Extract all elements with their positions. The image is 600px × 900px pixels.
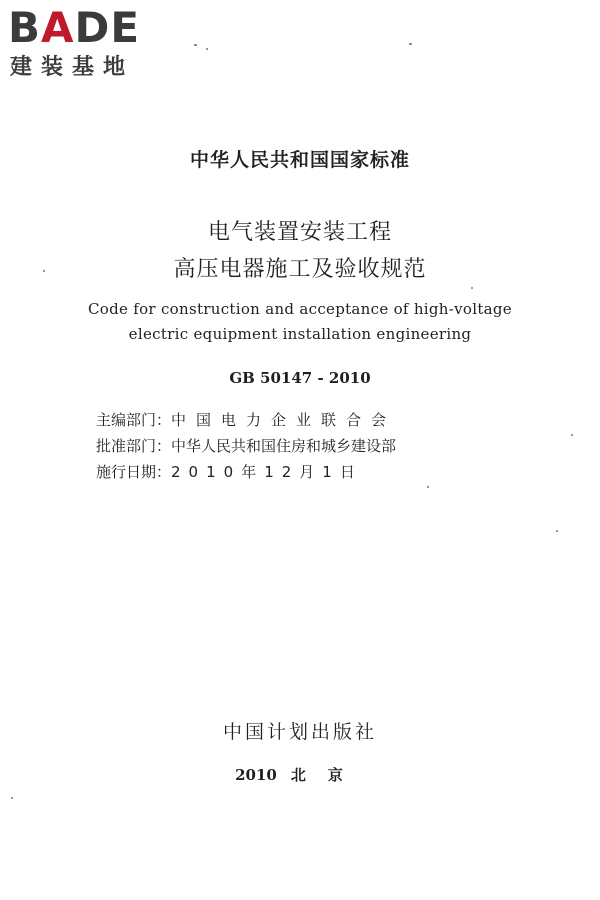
meta-approver <box>96 436 516 456</box>
scan-speck <box>194 44 197 46</box>
meta-label: 施行日期： <box>96 463 172 481</box>
meta-editor <box>96 410 516 430</box>
publication-year: 2010 <box>235 766 277 784</box>
scan-speck <box>427 486 429 488</box>
standard-type: 中华人民共和国国家标准 <box>189 149 410 171</box>
scan-speck <box>571 434 573 436</box>
scan-speck <box>471 287 473 289</box>
publisher-name: 中国计划出版社 <box>222 721 377 743</box>
logo-accent-letter: A <box>41 3 75 52</box>
scan-speck <box>43 270 45 272</box>
meta-value: 中华人民共和国住房和城乡建设部 <box>171 437 397 455</box>
bade-logo <box>8 3 178 84</box>
meta-value: 2010年12月1日 <box>171 463 363 481</box>
scan-speck <box>409 43 412 45</box>
title-en-line2: electric equipment installation engineering <box>128 325 472 343</box>
title-cn-line2: 高压电器施工及验收规范 <box>173 257 427 282</box>
publication-line <box>0 764 600 785</box>
meta-label: 批准部门： <box>96 437 172 455</box>
meta-label: 主编部门： <box>96 411 172 429</box>
meta-value: 中国电力企业联合会 <box>171 411 397 429</box>
title-en-line1: Code for construction and acceptance of high-voltage <box>88 300 512 318</box>
meta-effective-date <box>96 462 516 482</box>
publication-city: 北京 <box>290 766 365 784</box>
scan-speck <box>11 797 13 799</box>
logo-wordmark: BADE <box>8 3 141 52</box>
logo-subtitle: 建装基地 <box>10 55 135 80</box>
standard-code: GB 50147 - 2010 <box>229 369 371 387</box>
title-cn-line1: 电气装置安装工程 <box>207 220 392 245</box>
scan-speck <box>206 48 208 50</box>
scan-speck <box>556 530 558 532</box>
